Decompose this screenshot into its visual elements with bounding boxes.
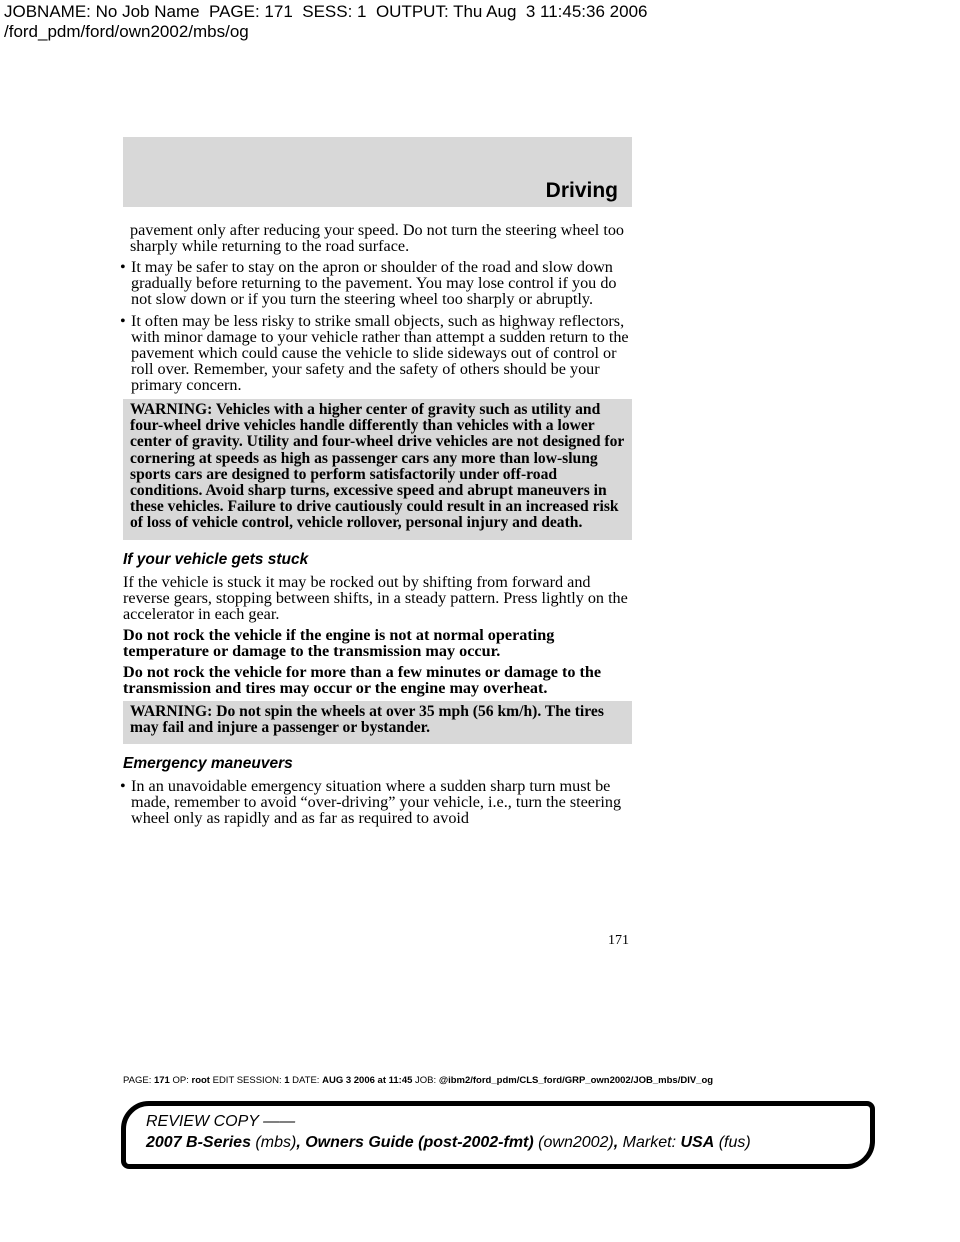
review-copy-box xyxy=(121,1101,875,1169)
bullet-symbol: • xyxy=(120,258,126,276)
review-market-label: Market: xyxy=(622,1134,677,1151)
review-guide: Owners Guide (post-2002-fmt) xyxy=(305,1134,534,1151)
job-path-line: /ford_pdm/ford/own2002/mbs/og xyxy=(4,22,249,41)
footer-page-value: 171 xyxy=(153,1075,170,1086)
bold-caution-temperature: Do not rock the vehicle if the engine is not at normal operating temperature or damage to the transmission may occur. xyxy=(123,625,555,660)
review-market-code: (fus) xyxy=(718,1134,751,1151)
review-model: 2007 B-Series xyxy=(146,1134,251,1151)
job-info-header xyxy=(4,2,648,42)
list-item xyxy=(120,312,632,394)
footer-session-label: EDIT SESSION: xyxy=(212,1075,282,1086)
bold-caution-duration: Do not rock the vehicle for more than a few minutes or damage to the transmission and tires may occur or the engine may overheat. xyxy=(123,662,602,697)
footer-job-value: @ibm2/ford_pdm/CLS_ford/GRP_own2002/JOB_mbs/DIV_og xyxy=(438,1075,714,1086)
list-item xyxy=(120,777,632,828)
continuation-paragraph: pavement only after reducing your speed. Do not turn the steering wheel too sharply while returning to the road surface. xyxy=(130,221,625,255)
section-header-band xyxy=(123,137,632,207)
heading-vehicle-stuck: If your vehicle gets stuck xyxy=(123,550,309,568)
footer-session-value: 1 xyxy=(284,1075,290,1086)
review-copy-label: REVIEW COPY —— xyxy=(146,1113,296,1130)
heading-emergency-maneuvers: Emergency maneuvers xyxy=(123,755,293,773)
warning-box-gravity: WARNING: Vehicles with a higher center of gravity such as utility and four-wheel drive vehicles handle differently than vehicles with a lower center of gravity. Utility and four-wheel drive vehicles are not designed for cornering at speeds as high as passenger cars any more than low-slung sports cars are designed to perform satisfactorily under off-road conditions. Avoid sharp turns, excessive speed and abrupt maneuvers in these vehicles. Failure to drive cautiously could result in an increased risk of loss of vehicle control, vehicle rollover, personal injury and death. xyxy=(123,399,632,540)
review-copy-details: 2007 B-Series (mbs), Owners Guide (post-2002-fmt) (own2002), Market: USA (fus) xyxy=(146,1134,751,1151)
page-number: 171 xyxy=(608,933,629,948)
bullet-symbol: • xyxy=(120,312,126,330)
review-guide-code: (own2002) xyxy=(538,1134,614,1151)
bullet-list-road xyxy=(120,258,632,394)
list-item-text: It may be safer to stay on the apron or shoulder of the road and slow down gradually before returning to the pavement. You may lose control if you do not slow down or if you turn the steering wheel too sharply or abruptly. xyxy=(131,258,617,308)
footer-page-label: PAGE: xyxy=(123,1075,152,1086)
section-title: Driving xyxy=(545,179,618,202)
warning-box-wheel-spin: WARNING: Do not spin the wheels at over 35 mph (56 km/h). The tires may fail and injure a passenger or bystander. xyxy=(123,701,632,744)
footer-op-label: OP: xyxy=(172,1075,189,1086)
job-info-line: JOBNAME: No Job Name PAGE: 171 SESS: 1 OUTPUT: Thu Aug 3 11:45:36 2006 xyxy=(4,2,648,21)
footer-meta xyxy=(123,1075,713,1086)
footer-op-value: root xyxy=(191,1075,210,1086)
review-market: USA xyxy=(680,1134,715,1151)
list-item-text: It often may be less risky to strike small objects, such as highway reflectors, with minor damage to your vehicle rather than attempt a sudden return to the pavement which could cause the vehicle to slide sideways out of control or roll over. Remember, your safety and the safety of others should be your primary concern. xyxy=(131,312,629,394)
footer-job-label: JOB: xyxy=(415,1075,437,1086)
stuck-paragraph: If the vehicle is stuck it may be rocked out by shifting from forward and reverse gears, stopping between shifts, in a steady pattern. Press lightly on the accelerator in each gear. xyxy=(123,572,628,623)
review-model-code: (mbs) xyxy=(255,1134,297,1151)
footer-date-value: AUG 3 2006 at 11:45 xyxy=(322,1075,413,1086)
page-content xyxy=(120,221,632,832)
bullet-symbol: • xyxy=(120,777,126,796)
list-item-text: In an unavoidable emergency situation where a sudden sharp turn must be made, remember to avoid “over-driving” your vehicle, i.e., turn the steering wheel only as rapidly and as far as required to avoid xyxy=(131,777,622,828)
list-item xyxy=(120,258,632,308)
bullet-list-emergency xyxy=(120,777,632,828)
footer-date-label: DATE: xyxy=(292,1075,320,1086)
